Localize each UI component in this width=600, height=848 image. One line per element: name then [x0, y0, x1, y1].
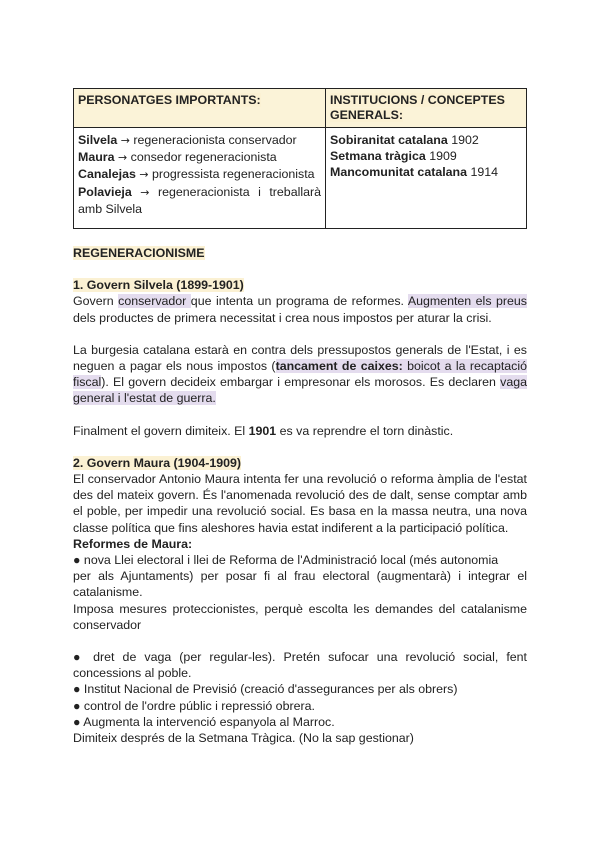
header-people [74, 89, 326, 128]
concept-item [330, 148, 522, 164]
person-name: Polavieja [78, 184, 132, 199]
section1-title [73, 277, 527, 293]
person-item [78, 184, 321, 217]
reforms-title: Reformes de Maura: [73, 536, 193, 551]
person-desc: regeneracionista conservador [133, 133, 297, 147]
bullet-dret-vaga: ● dret de vaga (per regular-les). Pretén sufocar una revolució social, fent concessions al poble. [73, 650, 527, 681]
table-header-row [74, 89, 527, 128]
concept-item [330, 164, 522, 180]
summary-table [73, 88, 527, 229]
concept-name: Setmana tràgica [330, 149, 426, 164]
bullet-institut-previsio: ● Institut Nacional de Previsió (creació d'assegurances per als obrers) [73, 682, 458, 697]
arrow-icon: → [140, 185, 150, 199]
person-name: Canalejas [78, 167, 136, 182]
header-people-label: PERSONATGES IMPORTANTS: [78, 93, 261, 107]
person-item [78, 132, 321, 149]
concept-name: Sobiranitat catalana [330, 133, 448, 147]
text-run: dels productes de primera necessitat i crea nous impostos per aturar la crisi. [73, 310, 492, 325]
s2-paragraph1: El conservador Antonio Maura intenta fer una revolució o reforma àmplia de l'estat des del mateix govern. És l'anomenada revolució des de dalt, sense comptar amb el poble, per impedir una revolució social. Es basa en la massa neutra, una nova classe política que fins aleshores havia estat indiferent a la participació política. [73, 472, 527, 535]
bullet-marroc: ● Augmenta la intervenció espanyola al Marroc. [73, 714, 335, 729]
s1-paragraph1 [73, 293, 527, 325]
person-desc: progressista regeneracionista [151, 167, 315, 182]
arrow-icon: → [117, 151, 128, 165]
text-run: es va reprendre el torn dinàstic. [276, 423, 454, 438]
concept-year: 1909 [429, 149, 457, 164]
concept-year: 1914 [470, 165, 499, 180]
concepts-cell [326, 128, 527, 229]
highlight-preus: Augmenten els preus [407, 294, 527, 309]
section2-title [73, 455, 527, 471]
main-title-text: REGENERACIONISME [73, 246, 205, 260]
header-concepts [326, 89, 527, 128]
people-cell [74, 128, 326, 229]
document-page [73, 88, 527, 746]
concept-name: Mancomunitat catalana [330, 165, 468, 180]
closing-line: Dimiteix després de la Setmana Tràgica. (No la sap gestionar) [73, 731, 414, 746]
arrow-icon: → [120, 134, 130, 147]
section1-title-text: 1. Govern Silvela (1899-1901) [73, 278, 244, 293]
text-run: que intenta un programa de reformes. [190, 294, 408, 309]
s1-paragraph2 [73, 342, 527, 407]
person-desc: regeneracionista i treballarà amb Silvela [78, 184, 322, 216]
bullet-llei-electoral-cont: per als Ajuntaments) per posar fi al frau electoral (augmentarà) i integrar el catalanisme. [73, 569, 527, 600]
person-desc: consedor regeneracionista [130, 150, 277, 165]
table-body-row [74, 128, 527, 229]
text-run: Govern [73, 294, 119, 309]
text-run: ). El govern decideix embargar i empresonar els morosos. Es declaren [101, 375, 501, 390]
highlight-vaga: vaga general i l'estat de guerra. [73, 375, 527, 406]
concept-item [330, 132, 522, 148]
bullet-control-ordre: ● control de l'ordre públic i repressió obrera. [73, 698, 315, 713]
header-concepts-label: INSTITUCIONS / CONCEPTES GENERALS: [330, 93, 505, 122]
s1-paragraph3 [73, 423, 527, 439]
person-name: Maura [78, 150, 115, 165]
highlight-conservador: conservador [118, 294, 191, 309]
person-name: Silvela [78, 133, 118, 147]
person-item [78, 149, 321, 166]
highlight-boicot: boicot a la recaptació fiscal [73, 359, 528, 390]
section2-title-text: 2. Govern Maura (1904-1909) [73, 455, 242, 470]
concept-year: 1902 [451, 133, 479, 147]
protectionism-paragraph: Imposa mesures proteccionistes, perquè escolta les demandes del catalanisme conservador [73, 601, 527, 632]
bullet-llei-electoral: ● nova Llei electoral i llei de Reforma de l'Administració local (més autonomia [73, 553, 499, 568]
text-run: Finalment el govern dimiteix. El [73, 423, 249, 438]
arrow-icon: → [139, 168, 149, 182]
person-item [78, 166, 321, 183]
year-1901: 1901 [248, 423, 277, 438]
main-title [73, 245, 527, 261]
highlight-tancament: tancament de caixes: [275, 359, 403, 374]
text-run: La burgesia catalana estarà en contra dels pressupostos generals de l'Estat, i es neguen a pagar els nous impostos ( [73, 342, 527, 374]
